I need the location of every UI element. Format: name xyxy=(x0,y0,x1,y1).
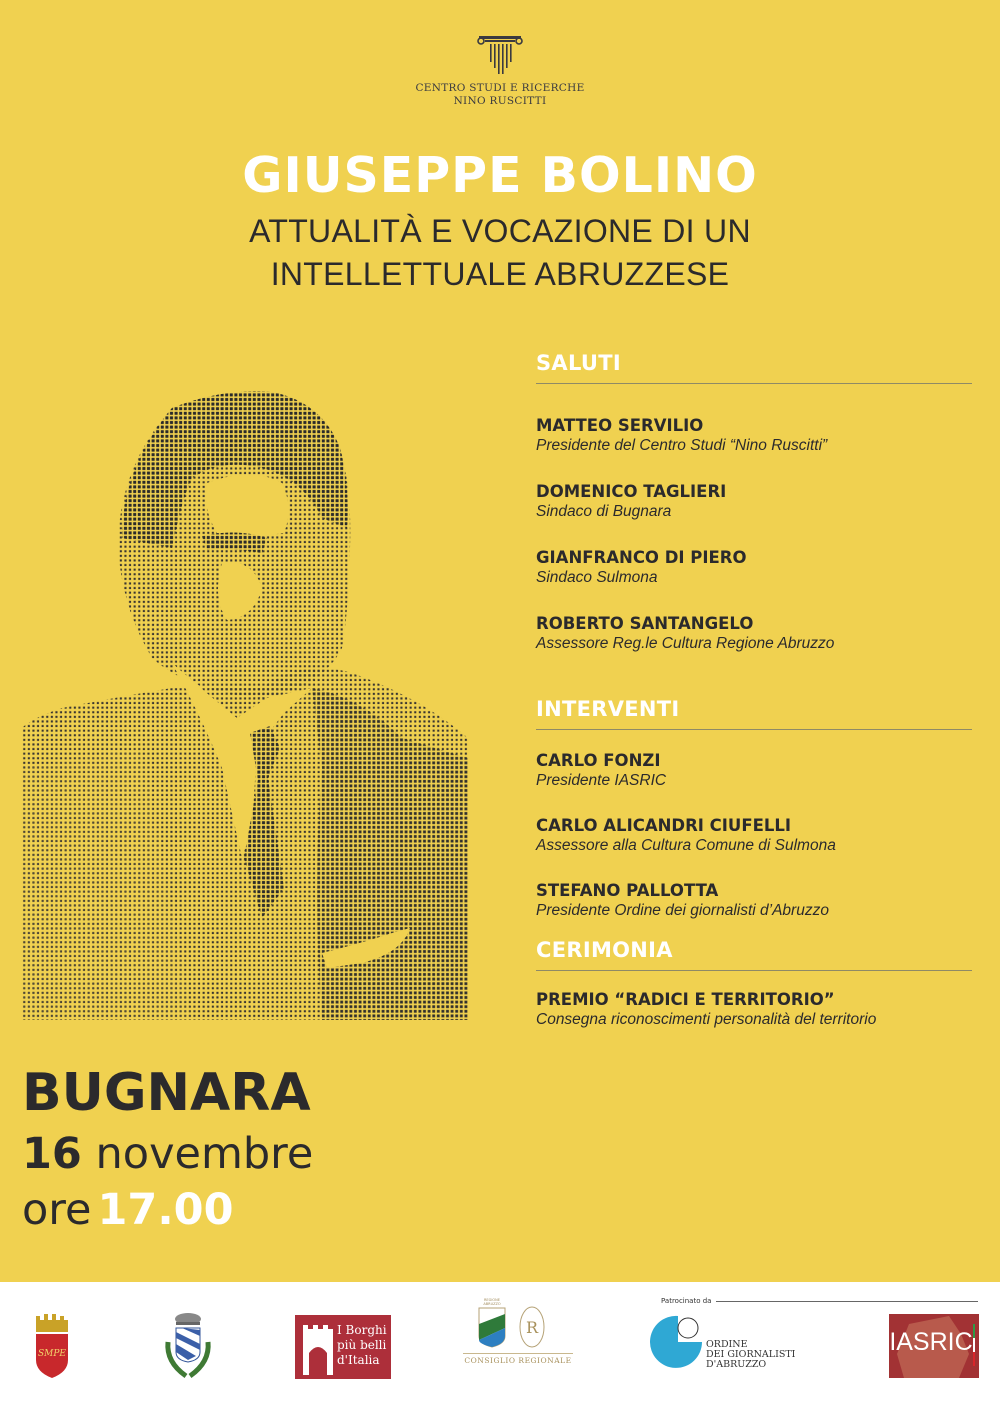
ordine-line2: DEI GIORNALISTI xyxy=(706,1349,796,1360)
organizer-logo xyxy=(0,34,1000,108)
program-entry xyxy=(536,613,972,654)
portrait-halftone-image xyxy=(22,388,468,1020)
speaker-name: GIANFRANCO DI PIERO xyxy=(536,548,747,567)
organizer-name-line1: CENTRO STUDI E RICERCHE xyxy=(415,82,585,94)
speaker-name: STEFANO PALLOTTA xyxy=(536,881,719,900)
ordine-giornalisti-logo xyxy=(650,1314,810,1374)
speaker-name: ROBERTO SANTANGELO xyxy=(536,614,754,633)
speaker-role: Sindaco di Bugnara xyxy=(536,503,672,520)
subtitle-line2: INTELLETTUALE ABRUZZESE xyxy=(270,256,730,292)
award-description: Consegna riconoscimenti personalità del territorio xyxy=(536,1011,877,1028)
cra-monogram-icon xyxy=(519,1306,545,1348)
section-saluti xyxy=(536,350,972,654)
patron-divider xyxy=(716,1301,978,1302)
section-cerimonia xyxy=(536,937,972,1030)
borghi-line2: più belli xyxy=(337,1338,387,1352)
speaker-role: Presidente Ordine dei giornalisti d’Abruzzo xyxy=(536,902,829,919)
event-details xyxy=(22,1060,313,1238)
section-heading-cerimonia: CERIMONIA xyxy=(536,937,972,971)
column-icon xyxy=(477,34,523,80)
program-entry xyxy=(536,415,972,456)
speaker-role: Sindaco Sulmona xyxy=(536,569,658,586)
consiglio-regionale-logo xyxy=(463,1298,573,1378)
speaker-name: CARLO ALICANDRI CIUFELLI xyxy=(536,816,792,835)
municipal-crest-logo xyxy=(160,1312,216,1382)
tower-icon xyxy=(301,1325,335,1375)
program xyxy=(536,350,972,1030)
event-month: novembre xyxy=(95,1129,314,1179)
program-entry xyxy=(536,989,972,1030)
speaker-name: CARLO FONZI xyxy=(536,751,661,770)
section-interventi xyxy=(536,696,972,921)
iasric-logo xyxy=(889,1314,979,1378)
consiglio-regionale-text: CONSIGLIO REGIONALE xyxy=(464,1356,572,1365)
poster-title: GIUSEPPE BOLINO xyxy=(242,147,758,204)
program-entry xyxy=(536,815,972,856)
borghi-line1: I Borghi xyxy=(337,1323,387,1337)
ordine-line1: ORDINE xyxy=(706,1339,748,1350)
event-time xyxy=(22,1182,313,1238)
program-entry xyxy=(536,547,972,588)
bugnara-crest-logo xyxy=(32,1314,72,1380)
portrait-forehead xyxy=(206,475,289,536)
speaker-name: DOMENICO TAGLIERI xyxy=(536,482,727,501)
event-place: BUGNARA xyxy=(22,1063,311,1123)
poster-subtitle xyxy=(0,210,1000,296)
subtitle-line1: ATTUALITÀ E VOCAZIONE DI UN xyxy=(249,213,751,249)
speaker-role: Presidente del Centro Studi “Nino Ruscitti” xyxy=(536,437,828,454)
program-entry xyxy=(536,880,972,921)
program-entry xyxy=(536,750,972,791)
speaker-role: Assessore alla Cultura Comune di Sulmona xyxy=(536,837,836,854)
patron-label: Patrocinato da xyxy=(661,1297,712,1305)
event-date xyxy=(22,1126,313,1182)
speaker-name: MATTEO SERVILIO xyxy=(536,416,704,435)
regione-abruzzo-shield xyxy=(477,1306,507,1348)
event-time-label: ore xyxy=(22,1185,92,1235)
section-heading-interventi: INTERVENTI xyxy=(536,696,972,730)
award-name: PREMIO “RADICI E TERRITORIO” xyxy=(536,990,835,1009)
sponsor-footer xyxy=(0,1282,1000,1422)
event-day: 16 xyxy=(22,1129,82,1179)
regione-abruzzo-small: REGIONE ABRUZZO xyxy=(483,1298,501,1306)
speaker-role: Assessore Reg.le Cultura Regione Abruzzo xyxy=(536,635,835,652)
borghi-piu-belli-logo xyxy=(295,1315,391,1379)
organizer-name-line2: NINO RUSCITTI xyxy=(453,95,547,107)
section-heading-saluti: SALUTI xyxy=(536,350,972,384)
ordine-line3: D'ABRUZZO xyxy=(706,1359,767,1370)
program-entry xyxy=(536,481,972,522)
speaker-role: Presidente IASRIC xyxy=(536,772,667,789)
ordine-circle-icon xyxy=(650,1314,702,1370)
svg-text:R: R xyxy=(525,1318,539,1337)
bugnara-crest-text: SMPE xyxy=(37,1349,67,1359)
borghi-line3: d'Italia xyxy=(337,1353,380,1367)
event-time-value: 17.00 xyxy=(97,1185,234,1235)
iasric-text: IASRIC xyxy=(889,1328,973,1356)
